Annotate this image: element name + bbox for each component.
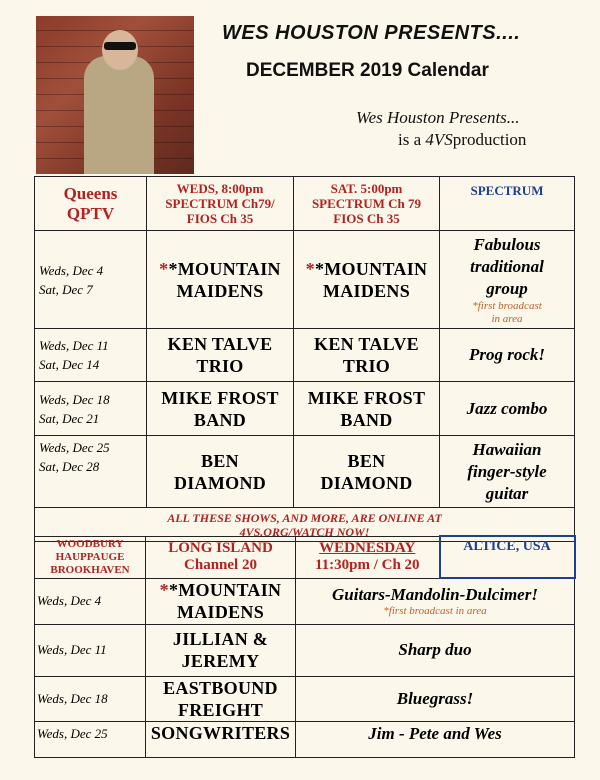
table-row: [35, 578, 575, 624]
description-cell: Prog rock!: [440, 329, 575, 382]
show-cell: BEN DIAMOND: [147, 436, 294, 508]
description-cell: Bluegrass!: [296, 676, 575, 721]
sat-slot-header: SAT. 5:00pm SPECTRUM Ch 79 FIOS Ch 35: [294, 177, 440, 231]
spectrum-header: SPECTRUM: [440, 177, 575, 231]
date-cell: Weds, Dec 25: [35, 721, 146, 757]
table-row: [35, 382, 575, 436]
altice-header: ALTICE, USA: [440, 536, 575, 578]
table-header-row: [35, 536, 575, 578]
show-cell: MIKE FROST BAND: [294, 382, 440, 436]
show-cell: **MOUNTAIN MAIDENS: [147, 231, 294, 329]
show-cell: KEN TALVE TRIO: [147, 329, 294, 382]
description-cell: Guitars-Mandolin-Dulcimer! *first broadcast in area: [296, 578, 575, 624]
description-cell: Jim - Pete and Wes: [296, 721, 575, 757]
dates-cell: Weds, Dec 18 Sat, Dec 21: [35, 382, 147, 436]
dates-cell: Weds, Dec 25 Sat, Dec 28: [35, 436, 147, 508]
sunglasses-icon: [104, 42, 136, 50]
table-header-row: [35, 177, 575, 231]
weds-slot-header: WEDS, 8:00pm SPECTRUM Ch79/ FIOS Ch 35: [147, 177, 294, 231]
show-cell: MIKE FROST BAND: [147, 382, 294, 436]
show-cell: KEN TALVE TRIO: [294, 329, 440, 382]
qptv-schedule-table: [34, 176, 575, 542]
dates-cell: Weds, Dec 11 Sat, Dec 14: [35, 329, 147, 382]
production-line-2: is a 4VSproduction: [398, 130, 527, 149]
table-row: [35, 436, 575, 508]
show-cell: JILLIAN & JEREMY: [146, 624, 296, 676]
station-cell: Queens QPTV: [35, 177, 147, 231]
description-cell: Sharp duo: [296, 624, 575, 676]
show-cell: **MOUNTAIN MAIDENS: [294, 231, 440, 329]
show-cell: BEN DIAMOND: [294, 436, 440, 508]
description-cell: Jazz combo: [440, 382, 575, 436]
online-notice: ALL THESE SHOWS, AND MORE, ARE ONLINE AT 4VS.ORG/WATCH NOW!: [35, 508, 575, 542]
show-cell: EASTBOUND FREIGHT: [146, 676, 296, 721]
long-island-header: LONG ISLAND Channel 20: [146, 536, 296, 578]
date-cell: Weds, Dec 18: [35, 676, 146, 721]
table-row: [35, 329, 575, 382]
table-row: [35, 624, 575, 676]
long-island-schedule-table: [34, 535, 576, 758]
presenter-photo: [36, 16, 194, 174]
show-cell: SONGWRITERS: [146, 721, 296, 757]
page-title: WES HOUSTON PRESENTS....: [222, 22, 521, 44]
presenter-head: [102, 30, 138, 70]
show-cell: **MOUNTAIN MAIDENS: [146, 578, 296, 624]
wednesday-header: WEDNESDAY 11:30pm / Ch 20: [296, 536, 440, 578]
table-row: [35, 231, 575, 329]
production-line-1: Wes Houston Presents...: [356, 108, 520, 127]
table-row: [35, 676, 575, 721]
towns-cell: WOODBURY HAUPPAUGE BROOKHAVEN: [35, 536, 146, 578]
dates-cell: Weds, Dec 4 Sat, Dec 7: [35, 231, 147, 329]
date-cell: Weds, Dec 11: [35, 624, 146, 676]
description-cell: Hawaiian finger-style guitar: [440, 436, 575, 508]
date-cell: Weds, Dec 4: [35, 578, 146, 624]
table-row: [35, 721, 575, 757]
description-cell: Fabulous traditional group *first broadcast in area: [440, 231, 575, 329]
page-subtitle: DECEMBER 2019 Calendar: [246, 60, 489, 81]
trenchcoat-figure: [84, 56, 154, 174]
